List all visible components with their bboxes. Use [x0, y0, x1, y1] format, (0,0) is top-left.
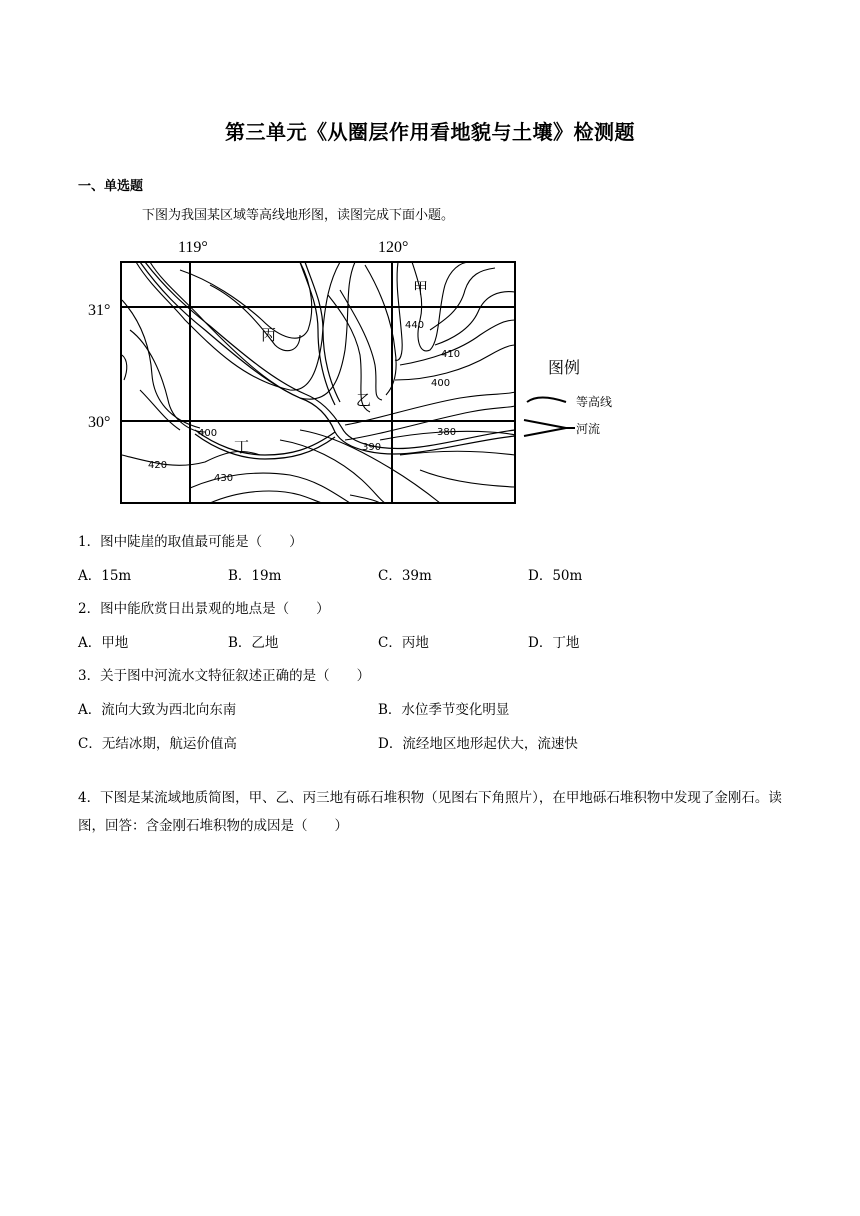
legend-title: 图例 [548, 358, 581, 377]
option-c: C．39m [378, 568, 432, 584]
document-title: 第三单元《从圈层作用看地貌与土壤》检测题 [225, 120, 635, 144]
section-heading: 一、单选题 [78, 179, 144, 194]
intro-text: 下图为我国某区域等高线地形图，读图完成下面小题。 [142, 208, 455, 223]
place-label-bing: 丙 [261, 326, 277, 344]
river-legend-symbol [524, 420, 575, 436]
option-a: A．15m [78, 568, 132, 584]
contour-label: 380 [437, 427, 457, 438]
question-text: 图中陡崖的取值最可能是（ ） [100, 534, 303, 550]
contour-label: 400 [198, 428, 218, 439]
question-4 [78, 784, 790, 840]
place-label-yi: 乙 [356, 391, 372, 409]
question-text: 下图是某流域地质简图，甲、乙、丙三地有砾石堆积物（见图右下角照片），在甲地砾石堆积物中发现了金刚石。读图，回答：含金刚石堆积物的成因是（ ） [78, 790, 782, 834]
option-b: B．19m [228, 568, 282, 584]
contour-label: 410 [441, 349, 461, 360]
question-3 [78, 664, 370, 684]
question-2 [78, 597, 330, 617]
river [140, 262, 515, 459]
option-d: D．丁地 [528, 635, 580, 651]
contour-label: 430 [214, 473, 234, 484]
contour-map [0, 232, 860, 512]
latitude-label: 31° [88, 302, 111, 319]
contour-label: 420 [148, 460, 168, 471]
question-1 [78, 530, 303, 550]
question-text: 图中能欣赏日出景观的地点是（ ） [100, 601, 330, 617]
latitude-label: 30° [88, 414, 111, 431]
option-a: A．甲地 [78, 635, 129, 651]
option-d: D．50m [528, 568, 583, 584]
option-c: C．无结冰期，航运价值高 [78, 736, 237, 752]
contour-label: 400 [431, 378, 451, 389]
contour-label: 440 [405, 320, 425, 331]
option-b: B．水位季节变化明显 [378, 702, 510, 718]
question-number: 1． [78, 534, 101, 550]
option-b: B．乙地 [228, 635, 279, 651]
place-label-ding: 丁 [234, 438, 250, 456]
question-text: 关于图中河流水文特征叙述正确的是（ ） [100, 668, 371, 684]
option-c: C．丙地 [378, 635, 429, 651]
option-a: A．流向大致为西北向东南 [78, 702, 237, 718]
question-number: 4． [78, 790, 101, 806]
question-number: 2． [78, 601, 101, 617]
question-number: 3． [78, 668, 101, 684]
place-label-jia: 甲 [413, 279, 429, 297]
longitude-label: 119° [178, 239, 208, 256]
contour-label: 390 [362, 442, 382, 453]
legend-contour-label: 等高线 [576, 395, 613, 409]
legend-river-label: 河流 [576, 422, 601, 436]
option-d: D．流经地区地形起伏大，流速快 [378, 736, 578, 752]
contour-legend-symbol [527, 398, 566, 403]
longitude-label: 120° [378, 239, 409, 256]
